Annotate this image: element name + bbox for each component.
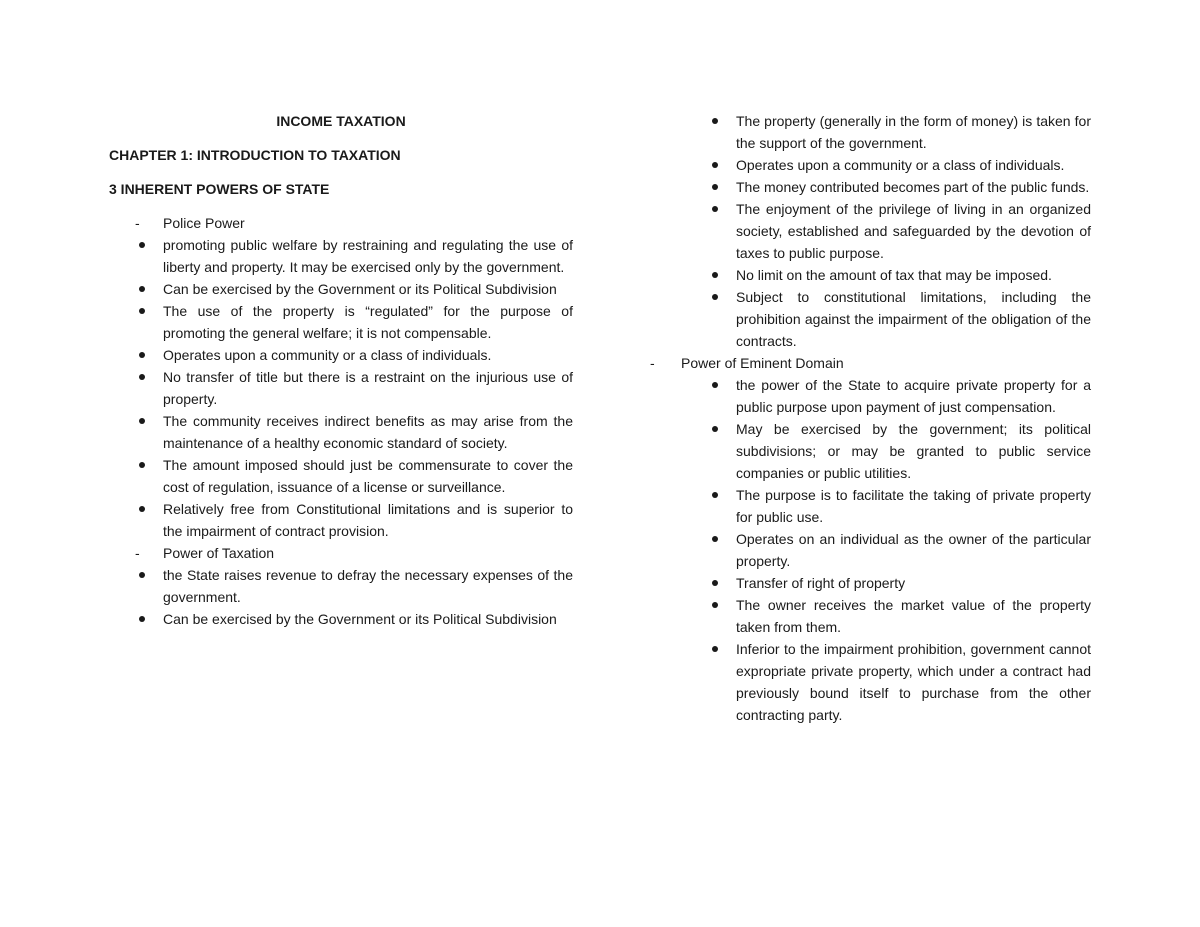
bullet-icon xyxy=(712,426,718,432)
bullet-item xyxy=(163,344,573,366)
bullet-item xyxy=(736,528,1091,572)
bullet-text: No transfer of title but there is a restraint on the injurious use of property. xyxy=(163,369,573,407)
bullet-item xyxy=(736,484,1091,528)
bullet-icon xyxy=(139,242,145,248)
bullet-text: The property (generally in the form of money) is taken for the support of the government. xyxy=(736,113,1091,151)
bullet-icon xyxy=(712,646,718,652)
bullet-icon xyxy=(139,418,145,424)
bullet-item xyxy=(736,594,1091,638)
bullet-item xyxy=(163,278,573,300)
bullet-icon xyxy=(712,272,718,278)
bullet-text: the State raises revenue to defray the necessary expenses of the government. xyxy=(163,567,573,605)
bullet-item xyxy=(163,234,573,278)
taxation-power-label: Power of Taxation xyxy=(163,545,275,561)
taxation-bullets-left xyxy=(163,564,573,630)
dash-marker: - xyxy=(650,355,655,371)
eminent-domain-bullets xyxy=(736,374,1091,726)
bullet-text: promoting public welfare by restraining and regulating the use of liberty and property. It may be exercised only by the government. xyxy=(163,237,573,275)
bullet-text: Relatively free from Constitutional limitations and is superior to the impairment of contract provision. xyxy=(163,501,573,539)
bullet-item xyxy=(736,176,1091,198)
bullet-item xyxy=(736,572,1091,594)
bullet-icon xyxy=(712,492,718,498)
bullet-icon xyxy=(712,184,718,190)
bullet-icon xyxy=(712,536,718,542)
taxation-power-item xyxy=(109,542,573,564)
bullet-text: The community receives indirect benefits as may arise from the maintenance of a healthy economic standard of society. xyxy=(163,413,573,451)
bullet-text: The enjoyment of the privilege of living in an organized society, established and safeguarded by the devotion of taxes to public purpose. xyxy=(736,201,1091,261)
bullet-item xyxy=(163,454,573,498)
powers-list xyxy=(109,212,573,234)
bullet-icon xyxy=(139,286,145,292)
bullet-text: Can be exercised by the Government or its Political Subdivision xyxy=(163,611,557,627)
bullet-item xyxy=(736,638,1091,726)
bullet-item xyxy=(736,154,1091,176)
dash-marker: - xyxy=(135,215,140,231)
bullet-icon xyxy=(712,294,718,300)
section-heading: 3 INHERENT POWERS OF STATE xyxy=(109,181,330,197)
bullet-text: The money contributed becomes part of the public funds. xyxy=(736,179,1090,195)
bullet-icon xyxy=(139,308,145,314)
left-column xyxy=(109,110,573,630)
bullet-text: The amount imposed should just be commensurate to cover the cost of regulation, issuance of a license or surveillance. xyxy=(163,457,573,495)
bullet-text: the power of the State to acquire private property for a public purpose upon payment of just compensation. xyxy=(736,377,1091,415)
bullet-icon xyxy=(712,602,718,608)
bullet-item xyxy=(736,374,1091,418)
bullet-item xyxy=(163,608,573,630)
bullet-icon xyxy=(139,506,145,512)
bullet-text: Inferior to the impairment prohibition, government cannot expropriate private property, which under a contract had previously bound itself to purchase from the other contracting party. xyxy=(736,641,1091,723)
bullet-icon xyxy=(712,206,718,212)
bullet-item xyxy=(163,300,573,344)
bullet-icon xyxy=(712,580,718,586)
bullet-text: The use of the property is “regulated” for the purpose of promoting the general welfare; it is not compensable. xyxy=(163,303,573,341)
bullet-text: May be exercised by the government; its political subdivisions; or may be granted to public service companies or public utilities. xyxy=(736,421,1091,481)
bullet-item xyxy=(736,418,1091,484)
bullet-text: Subject to constitutional limitations, including the prohibition against the impairment of the obligation of the contracts. xyxy=(736,289,1091,349)
bullet-icon xyxy=(139,572,145,578)
powers-list xyxy=(646,352,1091,374)
bullet-item xyxy=(163,366,573,410)
bullet-icon xyxy=(712,118,718,124)
powers-list xyxy=(109,542,573,564)
eminent-domain-label: Power of Eminent Domain xyxy=(681,355,844,371)
bullet-item xyxy=(163,498,573,542)
document-title: INCOME TAXATION xyxy=(276,113,406,129)
bullet-text: Can be exercised by the Government or its Political Subdivision xyxy=(163,281,557,297)
bullet-icon xyxy=(139,616,145,622)
police-power-item xyxy=(109,212,573,234)
bullet-text: The purpose is to facilitate the taking of private property for public use. xyxy=(736,487,1091,525)
bullet-text: Operates upon a community or a class of individuals. xyxy=(163,347,492,363)
bullet-icon xyxy=(712,382,718,388)
bullet-icon xyxy=(712,162,718,168)
dash-marker: - xyxy=(135,545,140,561)
bullet-item xyxy=(736,286,1091,352)
right-column xyxy=(646,110,1091,726)
eminent-domain-item xyxy=(646,352,1091,374)
bullet-text: The owner receives the market value of the property taken from them. xyxy=(736,597,1091,635)
bullet-icon xyxy=(139,462,145,468)
bullet-item xyxy=(163,564,573,608)
bullet-icon xyxy=(139,352,145,358)
police-power-bullets xyxy=(163,234,573,542)
bullet-item xyxy=(736,264,1091,286)
bullet-text: No limit on the amount of tax that may be imposed. xyxy=(736,267,1052,283)
bullet-text: Transfer of right of property xyxy=(736,575,906,591)
chapter-heading: CHAPTER 1: INTRODUCTION TO TAXATION xyxy=(109,147,401,163)
bullet-text: Operates upon a community or a class of individuals. xyxy=(736,157,1065,173)
bullet-icon xyxy=(139,374,145,380)
bullet-item xyxy=(736,110,1091,154)
bullet-item xyxy=(163,410,573,454)
police-power-label: Police Power xyxy=(163,215,245,231)
bullet-text: Operates on an individual as the owner of the particular property. xyxy=(736,531,1091,569)
bullet-item xyxy=(736,198,1091,264)
taxation-bullets-right xyxy=(736,110,1091,352)
